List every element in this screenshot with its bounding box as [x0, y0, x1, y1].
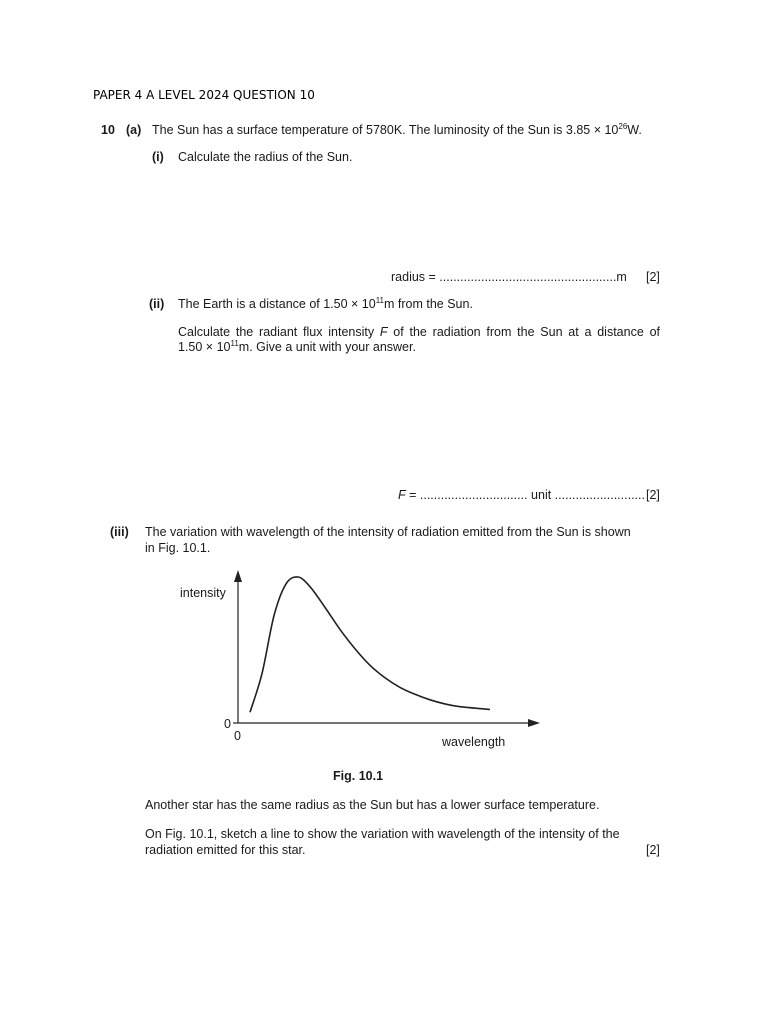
x-axis-arrow: [528, 719, 540, 727]
flux-answer-line: F = ............................... unit ..........................: [398, 488, 645, 502]
answer-dots: ...................................................: [439, 270, 617, 284]
para-sketch-line2: radiation emitted for this star.: [145, 843, 306, 857]
answer-dots: ...............................: [419, 488, 528, 502]
sub-ii-line3: $1.50 \times 10^{11}m$. Give a unit with your answer.: [178, 338, 416, 354]
para-another-star: Another star has the same radius as the Sun but has a lower surface temperature.: [145, 798, 600, 812]
question-number: 10: [101, 123, 115, 137]
x-origin-label: 0: [234, 729, 241, 743]
para-sketch-line1: On Fig. 10.1, sketch a line to show the variation with wavelength of the intensity of the: [145, 827, 620, 841]
y-axis-label: intensity: [180, 586, 226, 600]
sub-i-marks: [2]: [646, 270, 660, 284]
sub-i-text: Calculate the radius of the Sun.: [178, 150, 353, 164]
sub-iii-marks: [2]: [646, 843, 660, 857]
figure-caption: Fig. 10.1: [333, 769, 384, 783]
sub-iii-line2: in Fig. 10.1.: [145, 541, 211, 555]
sub-ii-line1: The Earth is a distance of $1.50 \times 10^{11}m$ from the Sun.: [178, 295, 473, 311]
sub-iii-label: (iii): [110, 525, 129, 539]
sub-ii-marks: [2]: [646, 488, 660, 502]
y-axis-arrow: [234, 570, 242, 582]
x-axis-label: wavelength: [442, 735, 506, 749]
part-a-stem: The Sun has a surface temperature of 5780K. The luminosity of the Sun is $3.85 \times 10^{26}W$.: [152, 121, 642, 137]
sub-ii-line2: Calculate the radiant flux intensity F of the radiation from the Sun at a distance of: [178, 325, 660, 339]
part-a-label: (a): [126, 123, 142, 137]
page-header: PAPER 4 A LEVEL 2024 QUESTION 10: [93, 88, 315, 102]
sub-iii-line1: The variation with wavelength of the intensity of radiation emitted from the Sun is shown: [145, 525, 631, 539]
sub-ii-label: (ii): [149, 297, 165, 311]
sub-i-label: (i): [152, 150, 164, 164]
intensity-curve: [250, 577, 490, 712]
y-origin-label: 0: [224, 717, 231, 731]
radius-answer-line: radius = ...................................................m: [391, 270, 627, 284]
unit-dots: ..........................: [554, 488, 645, 502]
